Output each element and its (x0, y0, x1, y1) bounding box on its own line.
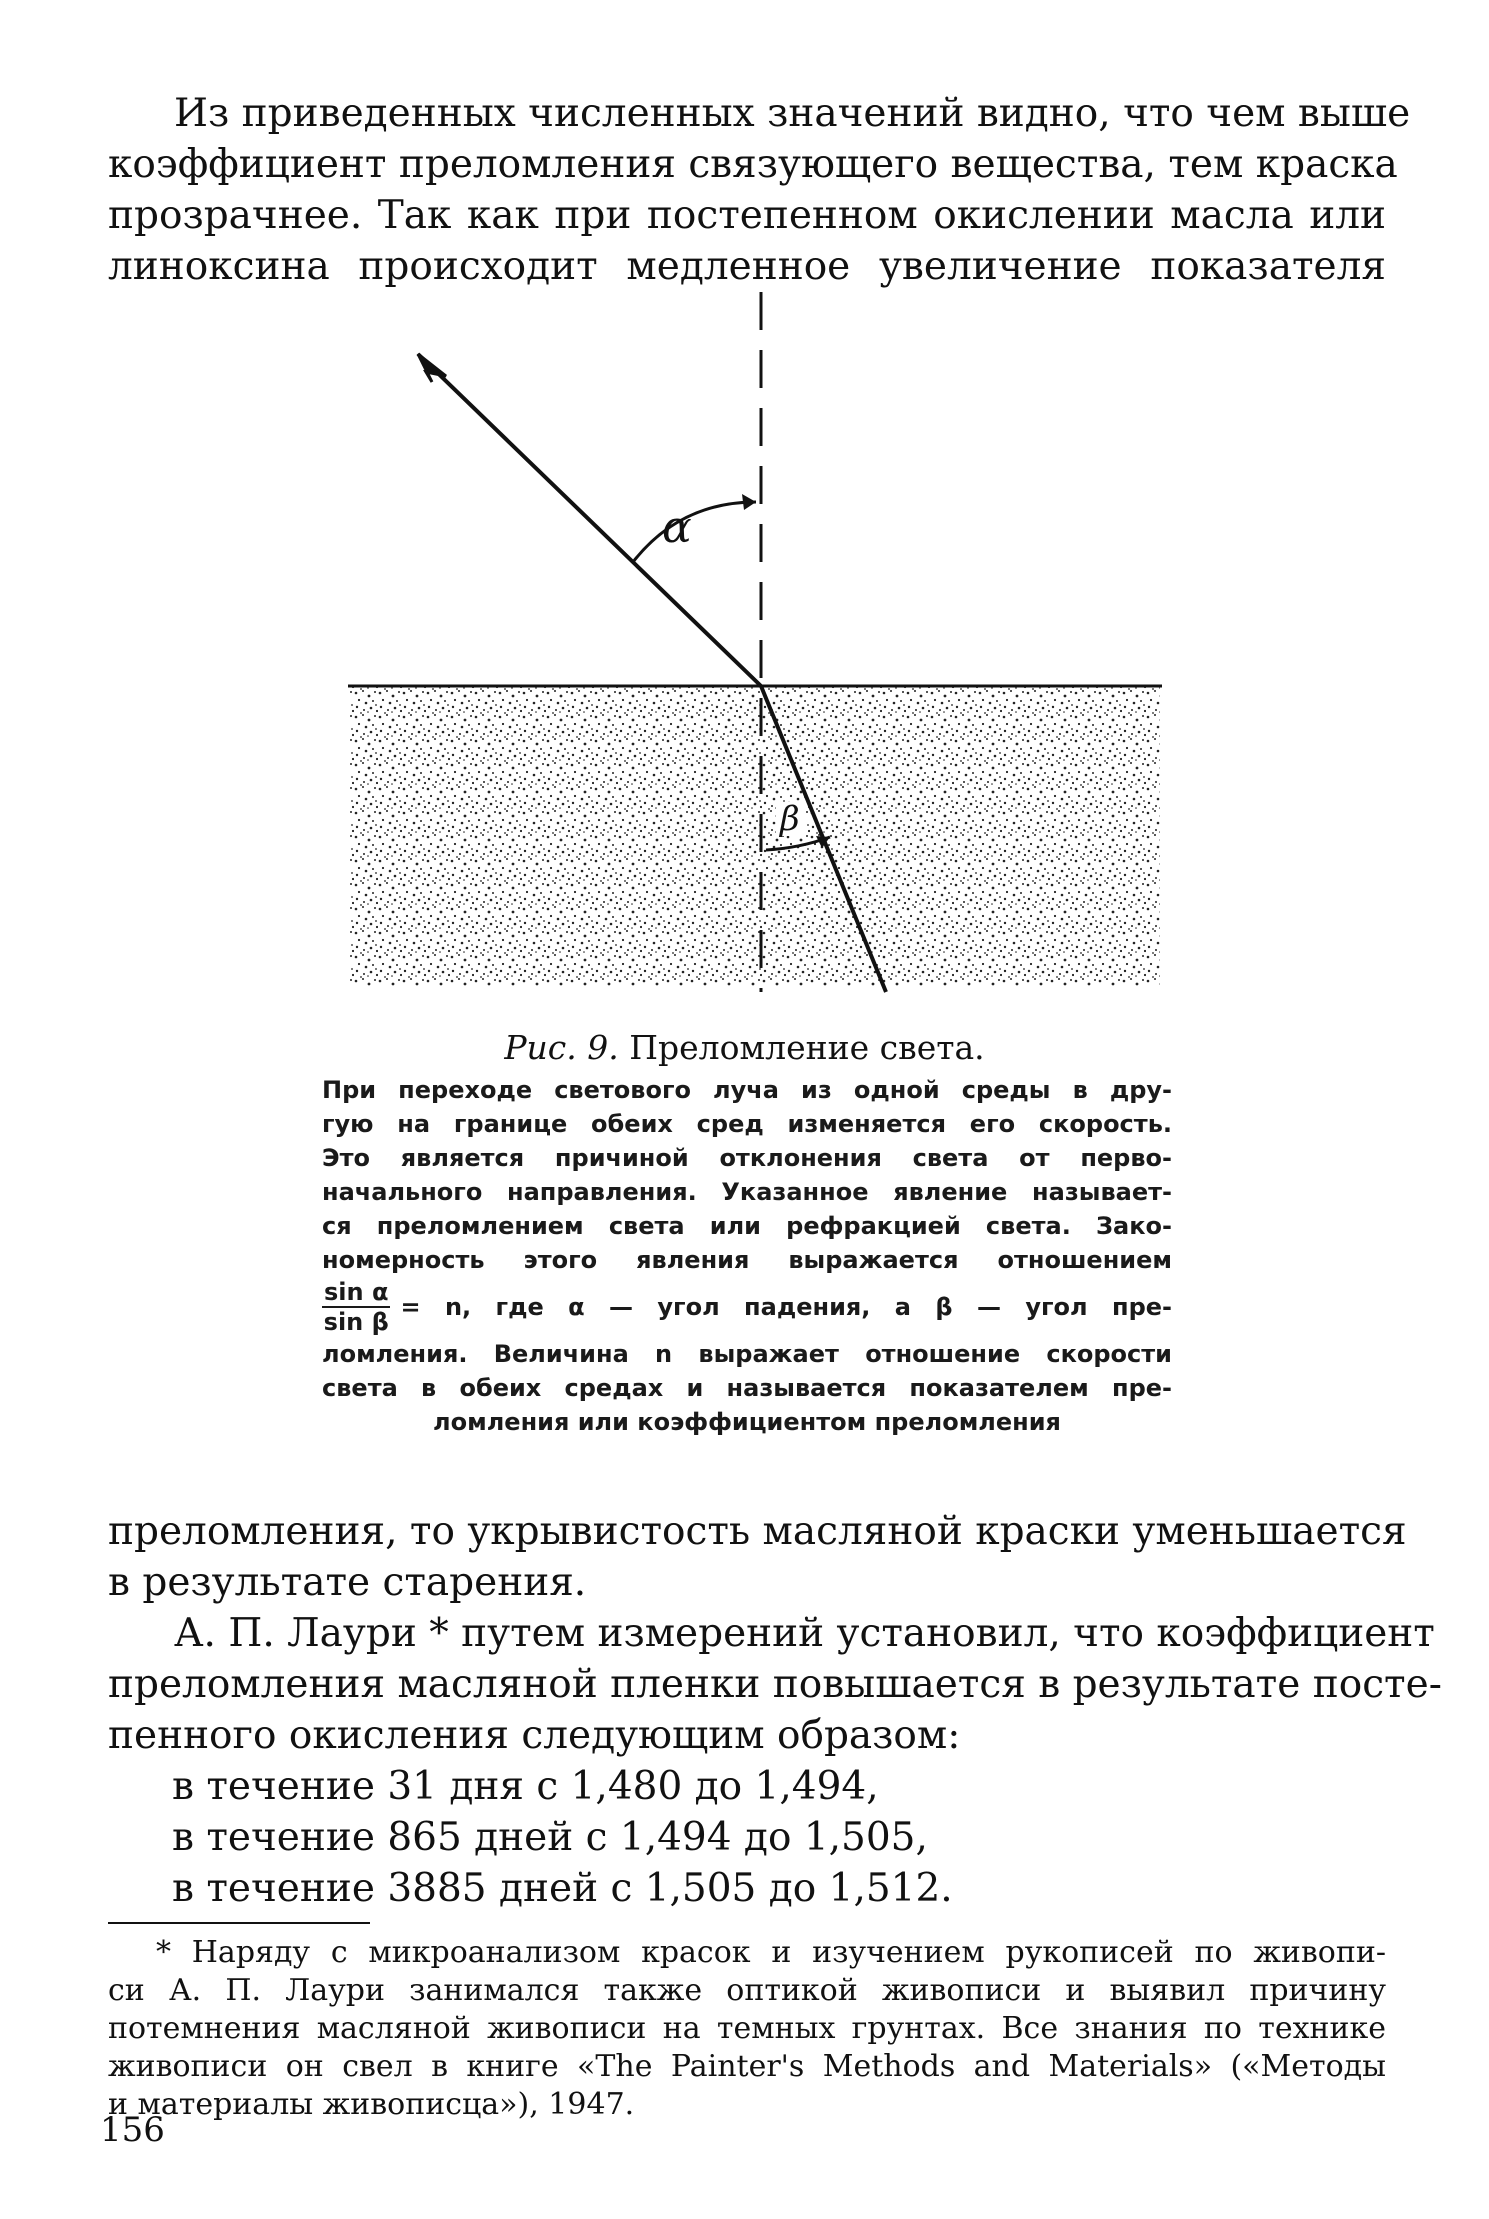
intro-paragraph (108, 88, 1411, 292)
beta-label: β (780, 799, 800, 839)
caption-line: Это является причиной отклонения света от перво- (322, 1144, 1172, 1172)
figure-number: Рис. 9. (504, 1028, 619, 1067)
list-item: в течение 865 дней с 1,494 до 1,505, (172, 1815, 928, 1860)
paragraph-line: А. П. Лаури * путем измерений установил, что коэффициент (174, 1611, 1435, 1656)
page-number: 156 (100, 2110, 165, 2150)
caption-line: При переходе светового луча из одной среды в дру- (322, 1076, 1172, 1104)
list-item: в течение 31 дня с 1,480 до 1,494, (172, 1764, 879, 1809)
footnote-line: и материалы живописца»), 1947. (108, 2087, 635, 2122)
footnote-rule (108, 1922, 370, 1924)
alpha-label: α (662, 502, 692, 553)
caption-line: света в обеих средах и называется показателем пре- (322, 1374, 1172, 1402)
footnote (108, 1934, 1386, 2124)
intro-line: линоксина происходит медленное увеличение показателя (108, 244, 1386, 289)
refraction-figure (330, 282, 1180, 1002)
incident-ray (418, 354, 761, 686)
alpha-arrowhead (742, 494, 756, 510)
footnote-line: живописи он свел в книге «The Painter's Methods and Materials» («Методы (108, 2049, 1386, 2084)
sine-ratio (322, 1278, 390, 1336)
caption-line: гую на границе обеих сред изменяется его скорость. (322, 1110, 1172, 1138)
footnote-line: * Наряду с микроанализом красок и изучением рукописей по живопи- (156, 1935, 1386, 1970)
continuation-paragraph (108, 1506, 1407, 1608)
lowrie-paragraph (108, 1608, 1442, 1914)
list-item: в течение 3885 дней с 1,505 до 1,512. (172, 1866, 953, 1911)
caption-line: ся преломлением света или рефракцией света. Зако- (322, 1212, 1172, 1240)
caption-line: номерность этого явления выражается отношением (322, 1246, 1172, 1274)
intro-line: Из приведенных численных значений видно, что чем выше (174, 91, 1411, 136)
paragraph-line: в результате старения. (108, 1560, 587, 1605)
formula-numerator: sin α (324, 1278, 389, 1306)
caption-line: ломления. Величина n выражает отношение скорости (322, 1340, 1172, 1368)
intro-line: коэффициент преломления связующего вещества, тем краска (108, 142, 1398, 187)
caption-line: начального направления. Указанное явление называет- (322, 1178, 1172, 1206)
figure-title: Преломление света. (629, 1028, 985, 1067)
refraction-formula (322, 1277, 1172, 1337)
paragraph-line: пенного окисления следующим образом: (108, 1713, 961, 1758)
alpha-arc (633, 502, 756, 562)
figure-caption-body (322, 1073, 1172, 1439)
formula-text: = n, где α — угол падения, а β — угол пре- (400, 1293, 1172, 1321)
figure-caption-title (0, 1028, 1489, 1068)
medium-region (350, 686, 1160, 986)
formula-denominator: sin β (323, 1308, 389, 1336)
paragraph-line: преломления масляной пленки повышается в результате посте- (108, 1662, 1442, 1707)
footnote-line: потемнения масляной живописи на темных грунтах. Все знания по технике (108, 2011, 1386, 2046)
caption-last-line: ломления или коэффициентом преломления (433, 1408, 1061, 1436)
intro-line: прозрачнее. Так как при постепенном окислении масла или (108, 193, 1386, 238)
paragraph-line: преломления, то укрывистость масляной краски уменьшается (108, 1509, 1407, 1554)
footnote-line: си А. П. Лаури занимался также оптикой живописи и выявил причину (108, 1973, 1386, 2008)
